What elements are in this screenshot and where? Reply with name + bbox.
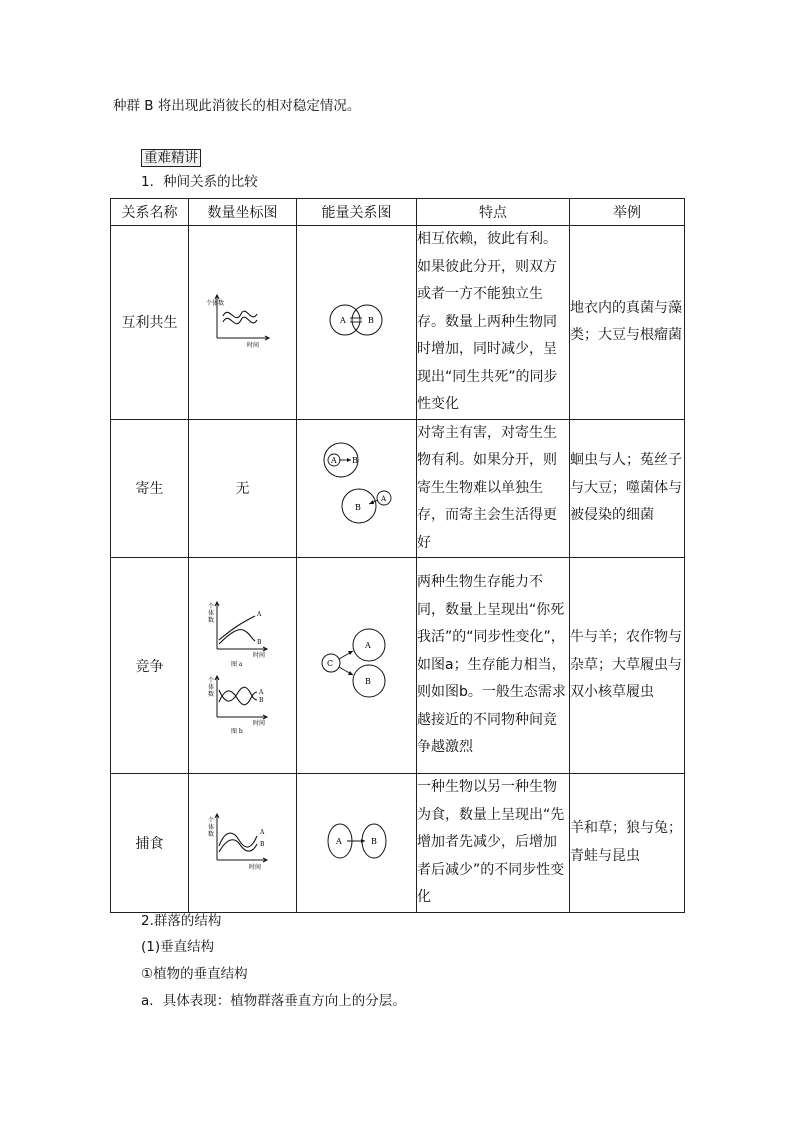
y-axis-char: 个 bbox=[207, 602, 214, 610]
x-axis-label: 时间 bbox=[252, 719, 265, 727]
y-axis-char: 数 bbox=[207, 690, 214, 698]
relation-examples: 蛔虫与人；菟丝子与大豆；噬菌体与被侵染的细菌 bbox=[570, 419, 685, 558]
table-row bbox=[111, 774, 685, 913]
section-title: 重难精讲 bbox=[141, 149, 201, 167]
fig-a-label: 图 a bbox=[230, 660, 242, 668]
y-axis-label: 个体数 bbox=[205, 300, 224, 308]
sub-heading: (1)垂直结构 bbox=[141, 939, 215, 955]
relation-examples: 地衣内的真菌与藻类；大豆与根瘤菌 bbox=[570, 226, 685, 420]
quantity-chart-predation bbox=[189, 774, 297, 913]
label-b: B bbox=[351, 456, 358, 466]
x-axis-label: 时间 bbox=[246, 342, 259, 350]
table-header-row bbox=[111, 199, 685, 226]
relation-features: 一种生物以另一种生物为食，数量上呈现出“先增加者先减少，后增加者后减少”的不同步性变化 bbox=[417, 774, 570, 913]
sub-sub-heading: ①植物的垂直结构 bbox=[141, 966, 248, 982]
label-a: A bbox=[335, 836, 342, 846]
y-axis-char: 个 bbox=[207, 676, 214, 684]
fig-b-label: 图 b bbox=[230, 727, 243, 734]
energy-diagram-competition bbox=[297, 558, 417, 774]
parasitism-energy bbox=[317, 436, 397, 536]
y-axis-char: 个 bbox=[207, 816, 214, 824]
label-b: B bbox=[364, 676, 371, 686]
label-a2: A bbox=[380, 495, 386, 504]
header-features: 特点 bbox=[417, 199, 570, 226]
table-row bbox=[111, 558, 685, 774]
quantity-chart-competition bbox=[189, 558, 297, 774]
table-row bbox=[111, 226, 685, 420]
curve-label-a: A bbox=[258, 688, 263, 696]
header-name: 关系名称 bbox=[111, 199, 189, 226]
section-title-wrap bbox=[141, 149, 201, 167]
y-axis-char: 体 bbox=[207, 683, 214, 691]
quantity-chart-mutualism bbox=[189, 226, 297, 420]
header-chart: 数量坐标图 bbox=[189, 199, 297, 226]
competition-energy bbox=[317, 619, 397, 709]
x-axis-label: 时间 bbox=[248, 863, 261, 871]
energy-diagram-parasitism bbox=[297, 419, 417, 558]
curve-label-a: A bbox=[259, 828, 264, 836]
energy-diagram-predation bbox=[297, 774, 417, 913]
label-a: A bbox=[364, 640, 371, 650]
header-energy: 能量关系图 bbox=[297, 199, 417, 226]
label-b: B bbox=[367, 316, 374, 326]
relationship-table bbox=[110, 198, 685, 913]
body-text: a．具体表现：植物群落垂直方向上的分层。 bbox=[141, 993, 406, 1009]
relation-name: 互利共生 bbox=[111, 226, 189, 420]
competition-charts bbox=[203, 594, 283, 734]
predation-chart bbox=[203, 808, 283, 874]
quantity-chart-parasitism: 无 bbox=[189, 419, 297, 558]
header-examples: 举例 bbox=[570, 199, 685, 226]
subheading: 1．种间关系的比较 bbox=[141, 174, 258, 190]
label-b2: B bbox=[354, 503, 361, 513]
curve-label-b: B bbox=[256, 638, 261, 646]
relation-name: 竞争 bbox=[111, 558, 189, 774]
label-c: C bbox=[326, 658, 333, 668]
relation-features: 对寄主有害，对寄生生物有利。如果分开，则寄生生物难以单独生存，而寄主会生活得更好 bbox=[417, 419, 570, 558]
intro-line: 种群 B 将出现此消彼长的相对稳定情况。 bbox=[113, 98, 361, 114]
relation-examples: 牛与羊；农作物与杂草；大草履虫与双小核草履虫 bbox=[570, 558, 685, 774]
relation-name: 寄生 bbox=[111, 419, 189, 558]
label-b: B bbox=[370, 836, 377, 846]
curve-label-b: B bbox=[258, 696, 263, 704]
curve-label-a: A bbox=[256, 610, 261, 618]
curve-label-b: B bbox=[259, 840, 264, 848]
y-axis-char: 数 bbox=[207, 830, 214, 838]
section-heading: 2.群落的结构 bbox=[141, 913, 222, 929]
predation-energy bbox=[317, 816, 397, 866]
table-row bbox=[111, 419, 685, 558]
relation-features: 相互依赖，彼此有利。如果彼此分开，则双方或者一方不能独立生存。数量上两种生物同时增加，同时减少，呈现出“同生共死”的同步性变化 bbox=[417, 226, 570, 420]
energy-diagram-mutualism bbox=[297, 226, 417, 420]
mutualism-chart bbox=[203, 290, 283, 350]
y-axis-char: 数 bbox=[207, 616, 214, 624]
relation-examples: 羊和草；狼与兔；青蛙与昆虫 bbox=[570, 774, 685, 913]
label-a: A bbox=[339, 316, 346, 326]
y-axis-char: 体 bbox=[207, 823, 214, 831]
label-a: A bbox=[330, 456, 337, 466]
relation-features: 两种生物生存能力不同，数量上呈现出“你死我活”的“同步性变化”，如图a；生存能力相当，则如图b。一般生态需求越接近的不同物种间竞争越激烈 bbox=[417, 558, 570, 774]
x-axis-label: 时间 bbox=[252, 651, 265, 659]
mutualism-energy bbox=[317, 295, 397, 345]
relation-name: 捕食 bbox=[111, 774, 189, 913]
y-axis-char: 体 bbox=[207, 609, 214, 617]
